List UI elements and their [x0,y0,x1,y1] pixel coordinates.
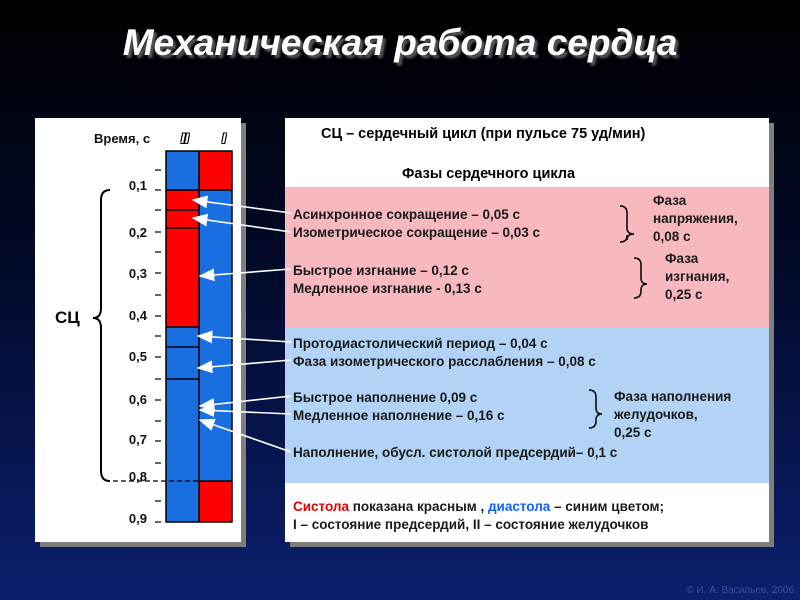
filling-phase-line2: желудочков, [614,407,698,422]
legend-systole: Систола [293,499,349,514]
tension-phase-line2: напряжения, [653,211,738,226]
tick-label: 0,8 [128,469,147,484]
ventricle-async-contraction [166,190,199,210]
phase-slow-ejection: Медленное изгнание - 0,13 с [293,281,482,296]
phases-title: Фазы сердечного цикла [402,166,576,182]
slide-title: Механическая работа сердца [122,22,678,63]
phases-panel [285,118,769,542]
atria-column-header: I [222,130,226,146]
phase-slow-filling: Медленное наполнение – 0,16 с [293,408,505,423]
legend-text-2: – синим цветом; [550,499,665,514]
ventricle-diastole-start [166,151,199,190]
time-axis-label: Время, с [94,131,151,146]
phase-isometric-contraction: Изометрическое сокращение – 0,03 с [293,225,541,240]
cycle-definition: СЦ – сердечный цикл (при пульсе 75 уд/мин) [321,126,646,142]
legend-diastole: диастола [487,499,551,514]
tick-label: 0,7 [128,432,147,447]
ejection-phase-line1: Фаза [665,251,699,266]
ventricle-filling [166,379,199,522]
tick-label: 0,4 [128,308,147,323]
tick-label: 0,1 [128,178,147,193]
tick-label: 0,9 [128,511,147,526]
tick-label: 0,3 [128,266,147,281]
cardiac-cycle-label: СЦ [55,308,80,327]
tick-label: 0,5 [128,349,147,364]
filling-phase-line1: Фаза наполнения [614,389,732,404]
ejection-phase-line2: изгнания, [665,269,730,284]
filling-phase-line3: 0,25 с [614,425,652,440]
legend-line-1 [293,499,664,514]
ventricle-iso-relaxation [166,347,199,379]
ventricles-column-header: II [181,130,189,146]
phase-atrial-filling: Наполнение, обусл. систолой предсердий– 0,1 с [293,445,618,460]
phase-async-contraction: Асинхронное сокращение – 0,05 с [293,207,521,222]
phase-isometric-relaxation: Фаза изометрического расслабления – 0,08 с [293,354,596,369]
ventricle-protodiastole [166,327,199,347]
tension-phase-line1: Фаза [653,193,687,208]
ventricle-ejection [166,228,199,327]
phase-fast-ejection: Быстрое изгнание – 0,12 с [293,263,469,278]
ejection-phase-line3: 0,25 с [665,287,703,302]
tick-label: 0,2 [128,225,147,240]
atria-systole-start [199,151,232,190]
phase-fast-filling: Быстрое наполнение 0,09 с [293,390,478,405]
phase-protodiastolic: Протодиастолический период – 0,04 с [293,336,548,351]
timeline-panel [35,118,241,542]
tick-label: 0,6 [128,392,147,407]
legend-text-1: показана красным , [348,499,488,514]
copyright: © И. А. Васильев, 2006 [686,585,794,596]
legend-line-2: I – состояние предсердий, II – состояние желудочков [293,517,649,532]
ventricle-isometric-contraction [166,210,199,228]
atria-systole-end [199,481,232,522]
atria-diastole [199,190,232,481]
tension-phase-line3: 0,08 с [653,229,691,244]
